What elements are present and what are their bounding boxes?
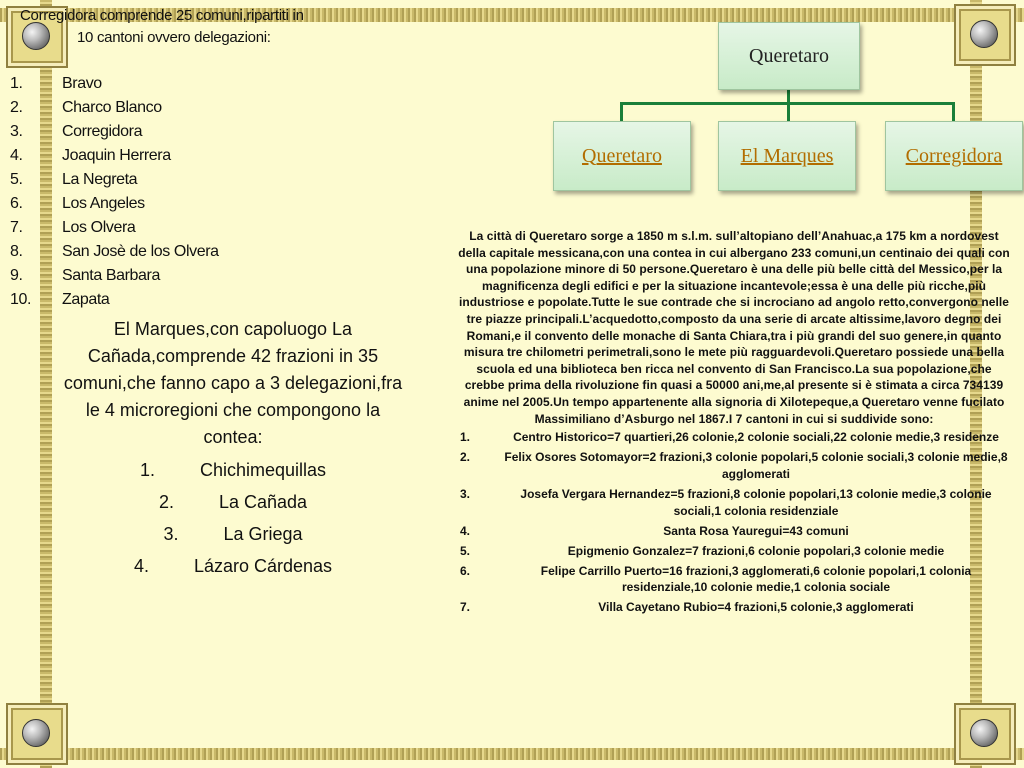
list-label: Centro Historico=7 quartieri,26 colonie,2 colonie sociali,22 colonie medie,3 residenze xyxy=(513,430,999,445)
list-item xyxy=(450,563,1012,596)
list-number: 3. xyxy=(163,524,179,544)
list-number: 9. xyxy=(10,267,23,284)
list-number: 6. xyxy=(10,195,23,212)
connector-line xyxy=(952,102,955,121)
corner-knob-icon xyxy=(970,719,998,747)
list-number: 7. xyxy=(10,219,23,236)
list-number: 4. xyxy=(460,523,471,538)
list-item xyxy=(450,429,1012,446)
connector-line xyxy=(787,102,790,121)
frame-bottom-border xyxy=(0,748,1024,760)
list-item xyxy=(58,456,408,488)
list-label: La Cañada xyxy=(218,492,308,512)
corner-knob-icon xyxy=(22,22,50,50)
intro-line-2: 10 cantoni ovvero delegazioni: xyxy=(77,29,271,46)
corner-knob-icon xyxy=(970,20,998,48)
list-label: Santa Barbara xyxy=(62,267,160,284)
list-number: 3. xyxy=(10,123,23,140)
list-label: Epigmenio Gonzalez=7 frazioni,6 colonie popolari,3 colonie medie xyxy=(567,543,945,558)
list-label: Chichimequillas xyxy=(199,460,327,480)
list-label: Lázaro Cárdenas xyxy=(193,556,333,576)
frame-corner-bottom-left xyxy=(6,703,68,765)
list-number: 7. xyxy=(460,600,471,615)
list-number: 5. xyxy=(10,171,23,188)
list-item xyxy=(450,449,1012,482)
list-label: San Josè de los Olvera xyxy=(62,243,219,260)
list-label: Felipe Carrillo Puerto=16 frazioni,3 agglomerati,6 colonie popolari,1 colonia residenziale,10 colonie medie,1 colonia sociale xyxy=(540,563,972,595)
list-number: 1. xyxy=(460,430,471,445)
list-item xyxy=(450,543,1012,560)
list-label: Bravo xyxy=(62,75,102,92)
el-marques-text: El Marques,con capoluogo La Cañada,comprende 42 frazioni in 35 comuni,che fanno capo a 3 delegazioni,fra le 4 microregioni che compongono la contea: xyxy=(63,319,403,447)
list-number: 8. xyxy=(10,243,23,260)
org-chart-link-el-marques[interactable]: El Marques xyxy=(718,121,856,191)
org-chart-root-node: Queretaro xyxy=(718,22,860,90)
list-label: Joaquin Herrera xyxy=(62,147,171,164)
list-item xyxy=(450,523,1012,540)
list-item xyxy=(58,552,408,584)
list-number: 2. xyxy=(460,450,471,465)
connector-line xyxy=(620,102,623,121)
list-number: 3. xyxy=(460,486,471,501)
list-label: Josefa Vergara Hernandez=5 frazioni,8 colonie popolari,13 colonie medie,3 colonie sociali,1 colonia residenziale xyxy=(520,486,992,518)
list-label: La Negreta xyxy=(62,171,138,188)
microregions-list xyxy=(58,456,408,584)
queretaro-description: La città di Queretaro sorge a 1850 m s.l.m. sull’altopiano dell’Anahuac,a 175 km a nordovest della capitale messicana,con una contea in cui albergano 233 comuni,un centinaio dei quali con una popolazione minore di 50 persone.Queretaro è una delle più belle città del Messico,per la magnificenza degli edifici e per la situazione incantevole;essa è una delle più ricche,più industriose e popolate.Tutte le sue contrade che si incrociano ad angolo retto,convergono nelle tre piazze principali.L’acquedotto,composto da una serie di arcate altissime,lavoro degno dei Romani,e il convento delle monache di Santa Chiara,tra i più grandi del suo genere,in quanto misura tre chilometri perimetrali,sono le mete più ragguardevoli.Queretaro possiede una bella scuola ed una biblioteca ben ricca nel convento di San Francisco.La sua popolazione,che crebbe prima della rivoluzione fin quasi a 50000 ani,me,al presente si è stimata a circa 734139 anime nel 2005.Un tempo appartenente alla signoria di Xilotepeque,a Queretaro venne fucilato Massimiliano d’Asburgo nel 1867.I 7 cantoni in cui si suddivide sono: xyxy=(458,229,1010,426)
list-number: 1. xyxy=(10,75,23,92)
list-number: 6. xyxy=(460,563,471,578)
cantons-list xyxy=(450,429,1012,616)
list-label: La Griega xyxy=(223,524,303,544)
el-marques-paragraph xyxy=(58,316,408,451)
list-label: Charco Blanco xyxy=(62,99,162,116)
org-chart-link-queretaro[interactable]: Queretaro xyxy=(553,121,691,191)
list-number: 5. xyxy=(460,543,471,558)
list-number: 2. xyxy=(158,492,174,512)
queretaro-description-block xyxy=(450,228,1012,620)
list-number: 10. xyxy=(10,291,32,308)
corner-knob-icon xyxy=(22,719,50,747)
list-item xyxy=(450,599,1012,616)
list-label: Los Angeles xyxy=(62,195,145,212)
list-item xyxy=(450,486,1012,519)
list-item xyxy=(58,520,408,552)
list-label: Zapata xyxy=(62,291,110,308)
list-label: Los Olvera xyxy=(62,219,136,236)
list-label: Villa Cayetano Rubio=4 frazioni,5 colonie,3 agglomerati xyxy=(598,600,914,615)
list-label: Corregidora xyxy=(62,123,143,140)
list-item xyxy=(58,488,408,520)
list-label: Santa Rosa Yauregui=43 comuni xyxy=(663,523,849,538)
list-number: 4. xyxy=(133,556,149,576)
list-label: Felix Osores Sotomayor=2 frazioni,3 colonie popolari,5 colonie sociali,3 colonie medie,8 agglomerati xyxy=(504,450,1008,481)
frame-corner-bottom-right xyxy=(954,703,1016,765)
intro-line-1: Corregidora comprende 25 comuni,ripartiti in xyxy=(20,7,304,24)
list-number: 2. xyxy=(10,99,23,116)
org-chart-link-corregidora[interactable]: Corregidora xyxy=(885,121,1023,191)
list-number: 4. xyxy=(10,147,23,164)
list-number: 1. xyxy=(139,460,155,480)
frame-corner-top-right xyxy=(954,4,1016,66)
